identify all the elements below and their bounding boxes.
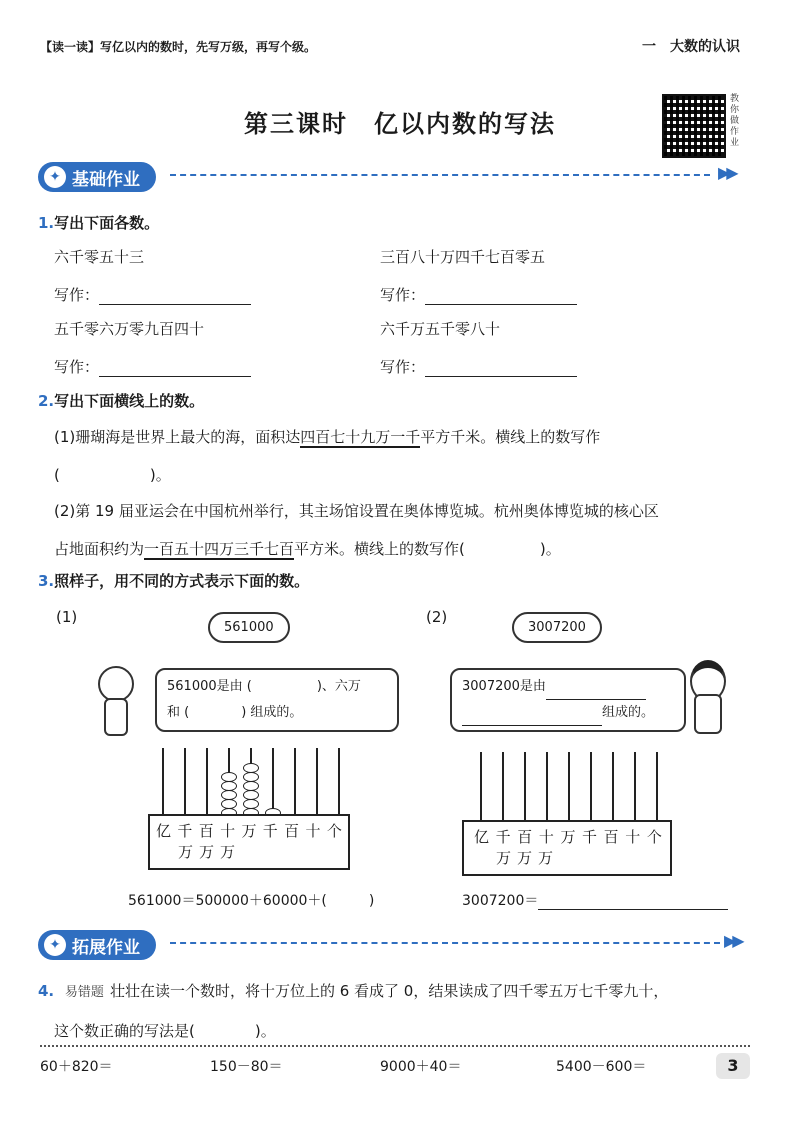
bubble-text: 组成的。	[602, 705, 655, 720]
section-divider	[170, 174, 710, 176]
lightbulb-icon: ✦	[44, 166, 66, 188]
q3-part2-label: (2)	[426, 608, 448, 626]
abacus-bead	[221, 781, 237, 791]
place-label: 个	[326, 822, 342, 840]
abacus-1	[148, 748, 350, 868]
bubble-text: 3007200是由	[462, 679, 546, 694]
q1-write-row-2	[380, 284, 577, 305]
write-label: 写作：	[54, 286, 100, 304]
footer-divider	[40, 1045, 750, 1047]
place-label: 千	[262, 822, 278, 840]
qr-label: 教你做作业	[730, 94, 740, 148]
q3-part1-number-cloud: 561000	[208, 612, 290, 643]
place-label: 万	[496, 849, 518, 867]
section-extend-pill	[38, 930, 156, 960]
place-row-bottom	[150, 841, 348, 862]
place-label: 个	[646, 828, 662, 846]
section-basic-label: 基础作业	[72, 169, 140, 190]
answer-blank[interactable]	[99, 360, 251, 377]
abacus-rod	[206, 748, 208, 816]
answer-blank[interactable]	[425, 360, 577, 377]
q2-p1-answer[interactable]: ( )。	[54, 466, 171, 484]
question-text: 写出下面横线上的数。	[54, 392, 205, 410]
write-label: 写作：	[54, 358, 100, 376]
place-label: 十	[538, 828, 554, 846]
place-label: 百	[198, 822, 214, 840]
abacus-rod	[634, 752, 636, 822]
tip-tag: 【读一读】	[40, 40, 101, 54]
answer-blank[interactable]	[425, 288, 577, 305]
abacus-rod	[568, 752, 570, 822]
bubble-line-2	[462, 700, 674, 726]
qr-code-icon[interactable]	[662, 94, 726, 158]
place-label: 千	[495, 828, 511, 846]
abacus-rod	[316, 748, 318, 816]
q1-item-2: 三百八十万四千七百零五	[380, 248, 546, 266]
q2-p1-underlined: 四百七十九万一千	[300, 428, 421, 446]
q2-part-2	[54, 492, 764, 568]
q2-part-1	[54, 418, 754, 494]
write-label: 写作：	[380, 358, 426, 376]
abacus-bead	[243, 772, 259, 782]
q3-part2-number-cloud: 3007200	[512, 612, 602, 643]
equation-text: 3007200＝	[462, 893, 539, 909]
place-label: 十	[305, 822, 321, 840]
place-label: 百	[284, 822, 300, 840]
place-row-bottom	[464, 847, 670, 868]
answer-blank[interactable]	[546, 685, 646, 700]
question-text: 写出下面各数。	[54, 214, 160, 232]
abacus-bead	[221, 790, 237, 800]
error-prone-tag: 易错题	[64, 985, 104, 1000]
abacus-rod	[184, 748, 186, 816]
place-label: 百	[517, 828, 533, 846]
q1-write-row-1	[54, 284, 251, 305]
unit-label: 一 大数的认识	[642, 39, 740, 55]
place-label: 百	[603, 828, 619, 846]
place-label: 万	[241, 822, 257, 840]
abacus-rod	[294, 748, 296, 816]
abacus-bead	[243, 781, 259, 791]
section-extend-label: 拓展作业	[72, 937, 140, 958]
abacus-rod	[590, 752, 592, 822]
place-label: 万	[560, 828, 576, 846]
q1-write-row-3	[54, 356, 251, 377]
bubble-line-2[interactable]: 和 ( ) 组成的。	[167, 705, 303, 720]
question-answer[interactable]: 这个数正确的写法是( )。	[54, 1022, 276, 1040]
girl-head	[98, 666, 134, 702]
abacus-2-base	[462, 820, 672, 876]
abacus-rod	[338, 748, 340, 816]
question-text: 壮壮在读一个数时，将十万位上的 6 看成了 0，结果读成了四千零五万七千零九十，	[109, 982, 669, 1000]
bubble-line-1	[462, 674, 674, 700]
q3-part2-speech-bubble	[450, 668, 686, 732]
double-arrow-icon: ▶▶	[718, 163, 735, 182]
girl-character	[84, 660, 144, 738]
answer-blank[interactable]	[99, 288, 251, 305]
q2-p2-answer[interactable]: 平方米。横线上的数写作( )。	[294, 540, 561, 558]
q3-part1-label: (1)	[56, 608, 78, 626]
place-label: 万	[517, 849, 539, 867]
place-label: 亿	[156, 822, 172, 840]
q3-part1-speech-bubble	[155, 668, 399, 732]
place-label: 十	[625, 828, 641, 846]
q3-part2-equation	[462, 890, 728, 910]
place-label: 万	[538, 849, 560, 867]
reading-tip	[40, 38, 316, 55]
mental-calc-2[interactable]: 150－80＝	[210, 1059, 283, 1075]
question-number: 4.	[38, 982, 55, 1000]
page-number: 3	[716, 1053, 750, 1079]
abacus-rod	[546, 752, 548, 822]
abacus-rod	[612, 752, 614, 822]
abacus-rod	[272, 748, 274, 816]
question-number: 1.	[38, 214, 55, 232]
question-number: 2.	[38, 392, 55, 410]
place-label: 亿	[474, 828, 490, 846]
section-extend-header	[38, 930, 156, 960]
boy-body	[694, 694, 722, 734]
q1-item-1: 六千零五十三	[54, 248, 145, 266]
abacus-bead	[221, 799, 237, 809]
q2-p2-text-b: 占地面积约为	[54, 540, 145, 558]
abacus-rod	[162, 748, 164, 816]
abacus-bead	[243, 799, 259, 809]
abacus-bead	[243, 790, 259, 800]
tip-text: 写亿以内的数时，先写万级，再写个级。	[100, 40, 317, 54]
place-row-top	[150, 816, 348, 841]
question-2-prompt	[38, 390, 204, 411]
section-basic-pill	[38, 162, 156, 192]
place-label: 千	[177, 822, 193, 840]
abacus-bead	[243, 763, 259, 773]
question-text: 照样子，用不同的方式表示下面的数。	[54, 572, 310, 590]
boy-character	[678, 656, 738, 736]
mental-calc-3[interactable]: 9000＋40＝	[380, 1059, 462, 1075]
abacus-rod	[502, 752, 504, 822]
section-divider	[170, 942, 720, 944]
answer-blank[interactable]	[462, 711, 602, 726]
abacus-1-base	[148, 814, 350, 870]
question-4	[38, 972, 768, 1050]
write-label: 写作：	[380, 286, 426, 304]
q2-p2-underlined: 一百五十四万三千七百	[144, 540, 295, 558]
mental-calc-1[interactable]: 60＋820＝	[40, 1059, 113, 1075]
q1-item-4: 六千万五千零八十	[380, 320, 501, 338]
place-label: 万	[199, 843, 221, 861]
q3-part1-equation[interactable]: 561000＝500000＋60000＋( )	[128, 893, 375, 909]
girl-body	[104, 698, 128, 736]
answer-blank[interactable]	[538, 895, 728, 910]
mental-calc-4[interactable]: 5400－600＝	[556, 1059, 647, 1075]
place-label: 万	[178, 843, 200, 861]
question-3-prompt	[38, 570, 309, 591]
abacus-rod	[480, 752, 482, 822]
q2-p1-text-b: 平方千米。横线上的数写作	[420, 428, 601, 446]
place-row-top	[464, 822, 670, 847]
question-1-prompt	[38, 212, 159, 233]
abacus-rod	[656, 752, 658, 822]
q1-item-3: 五千零六万零九百四十	[54, 320, 205, 338]
place-label: 十	[220, 822, 236, 840]
double-arrow-icon: ▶▶	[724, 931, 741, 950]
bubble-line-1[interactable]: 561000是由 ( )、六万	[167, 679, 361, 694]
abacus-2	[462, 752, 672, 874]
section-basic-header	[38, 162, 156, 192]
q2-p2-text: (2)第 19 届亚运会在中国杭州举行，其主场馆设置在奥体博览城。杭州奥体博览城的核心区	[54, 502, 659, 520]
lightbulb-icon: ✦	[44, 934, 66, 956]
q1-write-row-4	[380, 356, 577, 377]
place-label: 千	[582, 828, 598, 846]
abacus-rod	[524, 752, 526, 822]
abacus-bead	[221, 772, 237, 782]
page-title: 第三课时 亿以内数的写法	[244, 110, 556, 138]
place-label: 万	[220, 843, 242, 861]
q2-p1-text: (1)珊瑚海是世界上最大的海，面积达	[54, 428, 301, 446]
question-number: 3.	[38, 572, 55, 590]
